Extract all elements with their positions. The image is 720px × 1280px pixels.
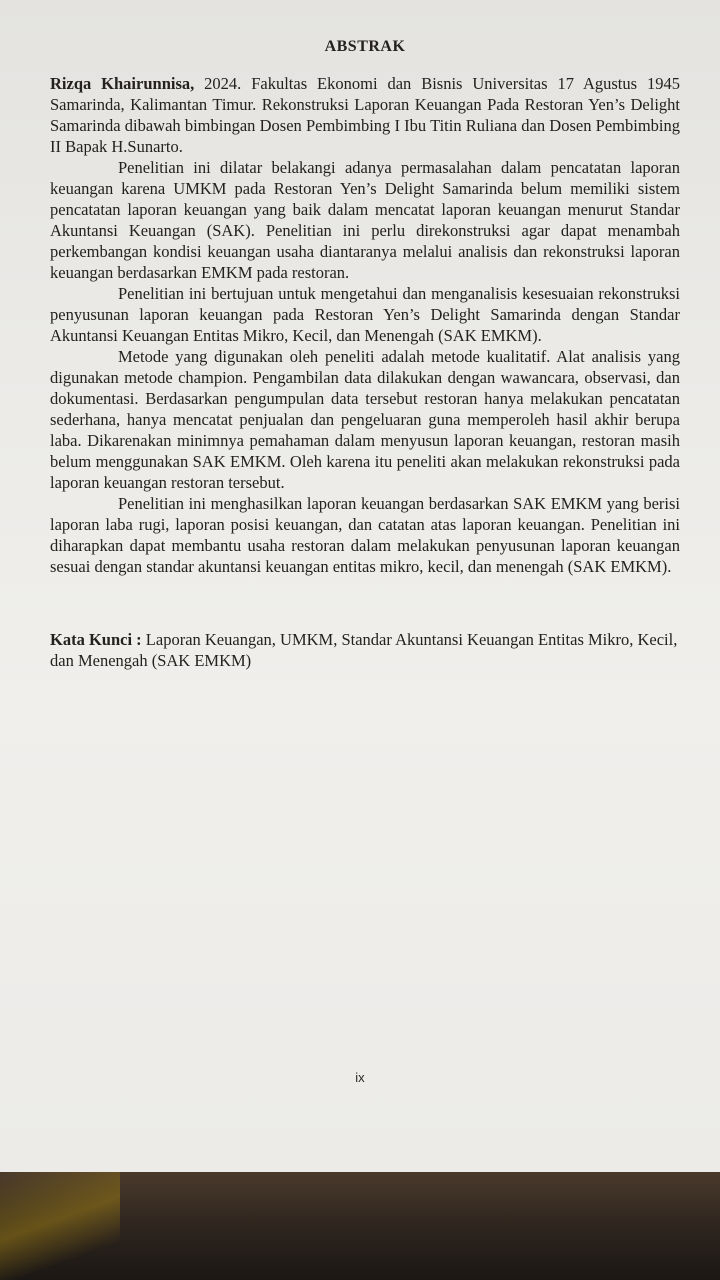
citation-paragraph	[50, 73, 680, 157]
author-name: Rizqa Khairunnisa,	[50, 74, 195, 93]
keywords-text: Laporan Keuangan, UMKM, Standar Akuntansi Keuangan Entitas Mikro, Kecil, dan Menengah (SAK EMKM)	[50, 630, 678, 670]
abstract-content	[50, 36, 680, 671]
keywords-section	[50, 629, 680, 671]
keywords-label: Kata Kunci :	[50, 630, 142, 649]
page-number: ix	[355, 1070, 365, 1085]
method-paragraph: Metode yang digunakan oleh peneliti adalah metode kualitatif. Alat analisis yang digunakan metode champion. Pengambilan data dilakukan dengan wawancara, observasi, dan dokumentasi. Berdasarkan pengumpulan data tersebut restoran hanya melakukan pencatatan sederhana, hanya mencatat penjualan dan pengeluaran guna memperoleh hasil akhir berupa laba. Dikarenakan minimnya pemahaman dalam menyusun laporan keuangan, restoran masih belum menggunakan SAK EMKM. Oleh karena itu peneliti akan melakukan rekonstruksi pada laporan keuangan restoran tersebut.	[50, 347, 680, 492]
citation-details: 2024. Fakultas Ekonomi dan Bisnis Universitas 17 Agustus 1945 Samarinda, Kalimantan Timur. Rekonstruksi Laporan Keuangan Pada Restoran Yen’s Delight Samarinda dibawah bimbingan Dosen Pembimbing I Ibu Titin Ruliana dan Dosen Pembimbing II Bapak H.Sunarto.	[50, 74, 680, 156]
background-paragraph: Penelitian ini dilatar belakangi adanya permasalahan dalam pencatatan laporan keuangan karena UMKM pada Restoran Yen’s Delight Samarinda belum memiliki sistem pencatatan laporan keuangan yang baik dalam mencatat laporan keuangan menurut Standar Akuntansi Keuangan (SAK). Penelitian ini perlu direkonstruksi agar dapat menambah perkembangan kondisi keuangan usaha diantaranya melalui analisis dan rekonstruksi laporan keuangan berdasarkan EMKM pada restoran.	[50, 158, 680, 282]
abstract-heading: ABSTRAK	[324, 38, 406, 55]
objective-paragraph: Penelitian ini bertujuan untuk mengetahui dan menganalisis kesesuaian rekonstruksi penyusunan laporan keuangan pada Restoran Yen’s Delight Samarinda dengan Standar Akuntansi Keuangan Entitas Mikro, Kecil, dan Menengah (SAK EMKM).	[50, 284, 680, 345]
result-paragraph: Penelitian ini menghasilkan laporan keuangan berdasarkan SAK EMKM yang berisi laporan laba rugi, laporan posisi keuangan, dan catatan atas laporan keuangan. Penelitian ini diharapkan dapat membantu usaha restoran dalam melakukan penyusunan laporan keuangan sesuai dengan standar akuntansi keuangan entitas mikro, kecil, dan menengah (SAK EMKM).	[50, 494, 680, 576]
desk-object	[0, 1172, 120, 1280]
